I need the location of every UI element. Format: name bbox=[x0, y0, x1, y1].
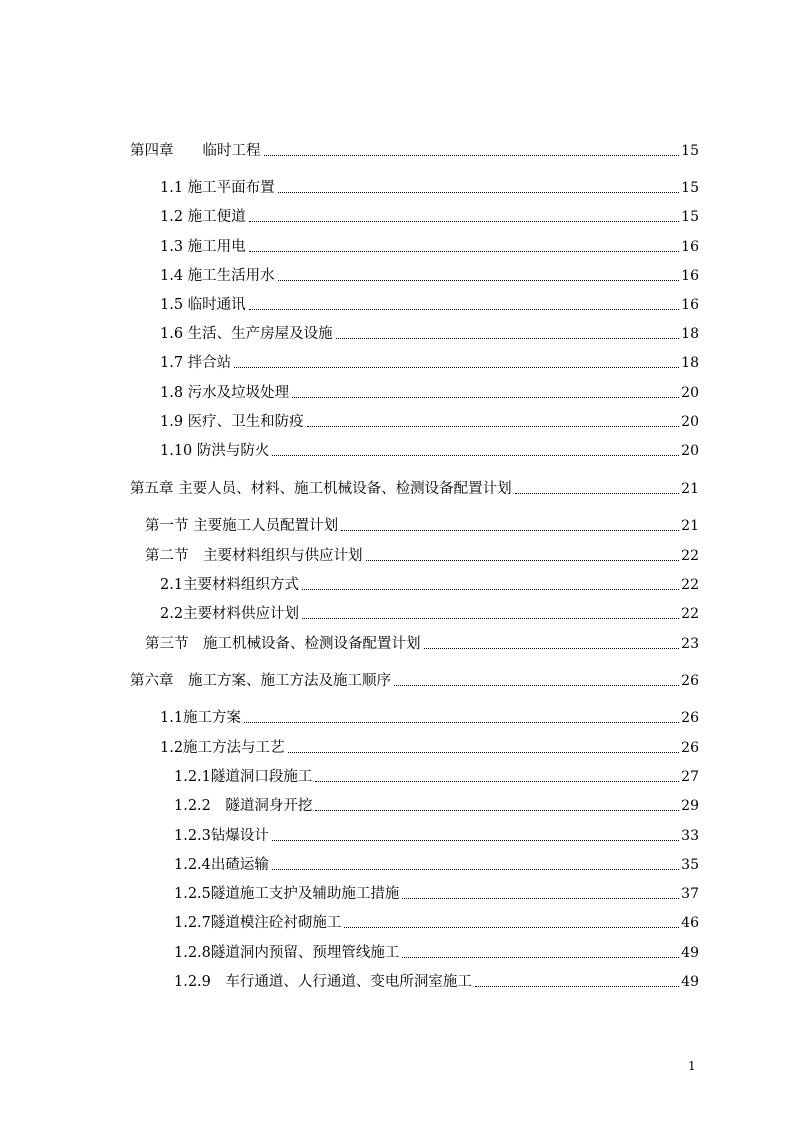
toc-entry-page-number: 26 bbox=[681, 673, 699, 689]
toc-entry-page-number: 22 bbox=[681, 548, 699, 564]
toc-entry-title: 1.2 施工便道 bbox=[160, 209, 246, 225]
toc-entry[interactable] bbox=[160, 383, 699, 403]
dot-leader bbox=[475, 985, 679, 987]
toc-entry[interactable] bbox=[160, 575, 699, 595]
toc-entry-page-number: 26 bbox=[681, 710, 699, 726]
toc-entry-page-number: 29 bbox=[681, 798, 699, 814]
toc-entry[interactable] bbox=[130, 671, 699, 691]
toc-entry-title: 第六章 施工方案、施工方法及施工顺序 bbox=[130, 673, 391, 689]
dot-leader bbox=[315, 780, 679, 782]
toc-entry[interactable] bbox=[174, 884, 699, 904]
toc-entry-title: 1.2.4出碴运输 bbox=[174, 857, 269, 873]
toc-entry[interactable] bbox=[174, 913, 699, 933]
toc-entry-title: 1.2.3钻爆设计 bbox=[174, 828, 269, 844]
dot-leader bbox=[288, 751, 680, 753]
dot-leader bbox=[366, 559, 680, 561]
dot-leader bbox=[264, 154, 680, 156]
toc-entry-page-number: 15 bbox=[681, 180, 699, 196]
page-number: 1 bbox=[688, 1059, 696, 1073]
toc-entry[interactable] bbox=[174, 855, 699, 875]
dot-leader bbox=[402, 956, 679, 958]
toc-entry-title: 第三节 施工机械设备、检测设备配置计划 bbox=[145, 636, 421, 652]
toc-entry-title: 第一节 主要施工人员配置计划 bbox=[145, 518, 339, 534]
toc-entry-page-number: 23 bbox=[681, 636, 699, 652]
dot-leader bbox=[292, 396, 679, 398]
toc-entry-title: 2.1主要材料组织方式 bbox=[160, 577, 300, 593]
toc-entry-title: 1.2施工方法与工艺 bbox=[160, 740, 285, 756]
toc-entry-page-number: 15 bbox=[681, 143, 699, 159]
toc-entry-title: 1.1 施工平面布置 bbox=[160, 180, 275, 196]
dot-leader bbox=[272, 454, 679, 456]
toc-entry[interactable] bbox=[174, 826, 699, 846]
toc-entry[interactable] bbox=[160, 738, 699, 758]
dot-leader bbox=[394, 684, 679, 686]
toc-entry-page-number: 35 bbox=[681, 857, 699, 873]
toc-entry-title: 1.2.1隧道洞口段施工 bbox=[174, 769, 313, 785]
toc-entry-page-number: 22 bbox=[681, 606, 699, 622]
dot-leader bbox=[302, 617, 679, 619]
toc-entry-title: 1.2.2 隧道洞身开挖 bbox=[174, 798, 313, 814]
toc-entry[interactable] bbox=[160, 324, 699, 344]
dot-leader bbox=[278, 279, 680, 281]
dot-leader bbox=[249, 250, 680, 252]
toc-entry-title: 第二节 主要材料组织与供应计划 bbox=[145, 548, 363, 564]
dot-leader bbox=[307, 425, 680, 427]
toc-entry-page-number: 16 bbox=[681, 268, 699, 284]
toc-entry[interactable] bbox=[145, 546, 699, 566]
toc-entry[interactable] bbox=[160, 604, 699, 624]
toc-entry-page-number: 16 bbox=[681, 239, 699, 255]
toc-entry-title: 1.3 施工用电 bbox=[160, 239, 246, 255]
toc-entry-page-number: 18 bbox=[681, 326, 699, 342]
toc-entry-page-number: 21 bbox=[681, 518, 699, 534]
toc-entry[interactable] bbox=[174, 796, 699, 816]
dot-leader bbox=[272, 868, 679, 870]
toc-entry[interactable] bbox=[160, 708, 699, 728]
toc-entry-page-number: 16 bbox=[681, 297, 699, 313]
toc-entry[interactable] bbox=[160, 295, 699, 315]
toc-entry-page-number: 33 bbox=[681, 828, 699, 844]
toc-entry-title: 1.2.7隧道模注砼衬砌施工 bbox=[174, 915, 342, 931]
toc-entry-title: 第四章 临时工程 bbox=[130, 143, 261, 159]
toc-entry[interactable] bbox=[130, 479, 699, 499]
toc-entry-page-number: 49 bbox=[681, 974, 699, 990]
toc-entry[interactable] bbox=[145, 516, 699, 536]
dot-leader bbox=[515, 492, 680, 494]
dot-leader bbox=[234, 366, 679, 368]
dot-leader bbox=[341, 529, 679, 531]
toc-entry-page-number: 21 bbox=[681, 481, 699, 497]
toc-entry[interactable] bbox=[174, 943, 699, 963]
dot-leader bbox=[278, 191, 680, 193]
toc-entry[interactable] bbox=[160, 266, 699, 286]
toc-entry[interactable] bbox=[174, 767, 699, 787]
toc-entry-title: 1.6 生活、生产房屋及设施 bbox=[160, 326, 333, 342]
toc-entry-title: 1.1施工方案 bbox=[160, 710, 242, 726]
toc-entry-title: 第五章 主要人员、材料、施工机械设备、检测设备配置计划 bbox=[130, 481, 512, 497]
toc-entry-title: 1.7 拌合站 bbox=[160, 355, 232, 371]
toc-entry-title: 1.4 施工生活用水 bbox=[160, 268, 275, 284]
dot-leader bbox=[244, 721, 679, 723]
dot-leader bbox=[315, 809, 679, 811]
toc-entry[interactable] bbox=[160, 441, 699, 461]
toc-entry-page-number: 37 bbox=[681, 886, 699, 902]
toc-entry-page-number: 20 bbox=[681, 414, 699, 430]
dot-leader bbox=[272, 839, 679, 841]
dot-leader bbox=[424, 647, 680, 649]
toc-entry-page-number: 15 bbox=[681, 209, 699, 225]
toc-entry-title: 1.2.9 车行通道、人行通道、变电所洞室施工 bbox=[174, 974, 472, 990]
toc-entry-title: 1.8 污水及垃圾处理 bbox=[160, 385, 290, 401]
toc-entry-page-number: 18 bbox=[681, 355, 699, 371]
toc-entry[interactable] bbox=[145, 634, 699, 654]
toc-entry[interactable] bbox=[160, 412, 699, 432]
toc-entry-page-number: 46 bbox=[681, 915, 699, 931]
toc-entry-title: 1.2.8隧道洞内预留、预埋管线施工 bbox=[174, 945, 400, 961]
dot-leader bbox=[249, 308, 680, 310]
toc-entry[interactable] bbox=[174, 972, 699, 992]
toc-entry-title: 1.10 防洪与防火 bbox=[160, 443, 270, 459]
toc-entry-title: 2.2主要材料供应计划 bbox=[160, 606, 300, 622]
dot-leader bbox=[302, 588, 679, 590]
toc-entry[interactable] bbox=[160, 237, 699, 257]
toc-entry-title: 1.2.5隧道施工支护及辅助施工措施 bbox=[174, 886, 400, 902]
dot-leader bbox=[344, 926, 679, 928]
toc-entry-page-number: 26 bbox=[681, 740, 699, 756]
toc-entry-page-number: 27 bbox=[681, 769, 699, 785]
dot-leader bbox=[336, 337, 680, 339]
dot-leader bbox=[249, 220, 680, 222]
toc-entry[interactable] bbox=[160, 353, 699, 373]
toc-entry[interactable] bbox=[130, 141, 699, 161]
toc-entry[interactable] bbox=[160, 207, 699, 227]
toc-entry[interactable] bbox=[160, 178, 699, 198]
toc-entry-title: 1.9 医疗、卫生和防疫 bbox=[160, 414, 304, 430]
toc-entry-page-number: 22 bbox=[681, 577, 699, 593]
dot-leader bbox=[402, 897, 679, 899]
toc-entry-page-number: 20 bbox=[681, 443, 699, 459]
toc-entry-title: 1.5 临时通讯 bbox=[160, 297, 246, 313]
toc-entry-page-number: 49 bbox=[681, 945, 699, 961]
toc-entry-page-number: 20 bbox=[681, 385, 699, 401]
